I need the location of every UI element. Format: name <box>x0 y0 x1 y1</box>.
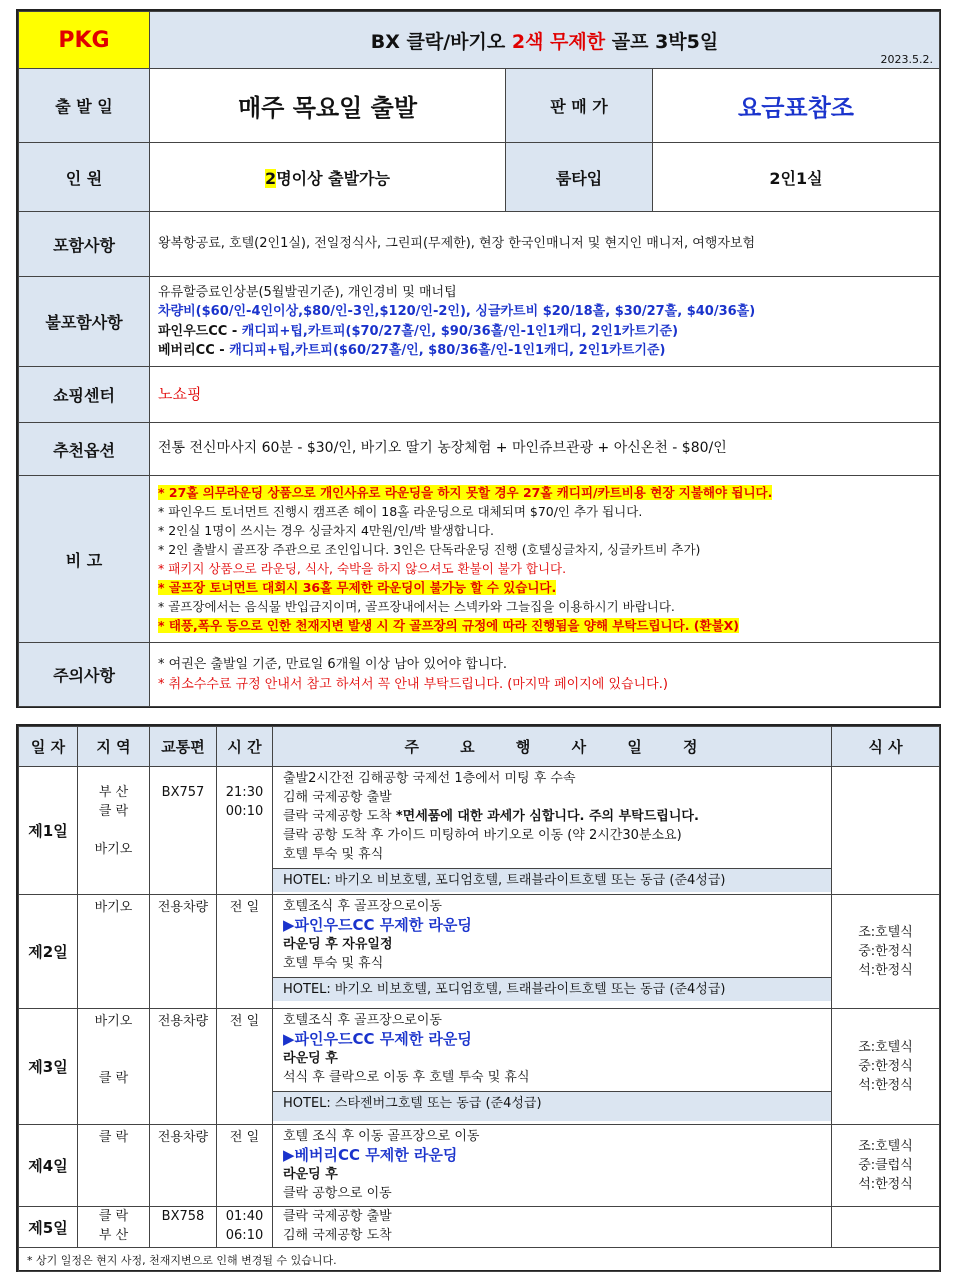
time-cell: 전 일 <box>217 1125 273 1207</box>
transport-cell: 전용차량 <box>150 895 217 1009</box>
options-value: 전통 전신마사지 60분 - $30/인, 바기오 딸기 농장체험 + 마인쥬브관광 + 아신온천 - $80/인 <box>150 423 940 476</box>
pkg-badge: PKG <box>19 12 150 69</box>
day-row <box>19 1125 940 1207</box>
pax-value: 2명이상 출발가능 <box>150 143 506 212</box>
footnote: * 상기 일정은 현지 사정, 천재지변으로 인해 변경될 수 있습니다. <box>19 1248 940 1272</box>
schedule-cell: 클락 국제공항 출발 김해 국제공항 도착 <box>273 1207 832 1248</box>
day-row <box>19 1009 940 1125</box>
caution-text: * 여권은 출발일 기준, 만료일 6개월 이상 남아 있어야 합니다. * 취소수수료 규정 안내서 참고 하셔서 꼭 안내 부탁드립니다. (마지막 페이지에 있습니다.) <box>150 643 940 707</box>
time-cell: 21:30 00:10 <box>217 767 273 895</box>
hotel-info: HOTEL: 바기오 비보호텔, 포디엄호텔, 트래블라이트호텔 또는 동급 (준4성급) <box>273 977 831 1001</box>
region-cell: 바기오 클 락 <box>78 1009 150 1125</box>
day-row <box>19 895 940 1009</box>
time-cell: 전 일 <box>217 1009 273 1125</box>
meal-cell: 조:호텔식 중:한정식 석:한정식 <box>832 895 940 1009</box>
schedule-cell: 호텔조식 후 골프장으로이동 ▶파인우드CC 무제한 라운딩 라운딩 후 자유일정 호텔 투숙 및 휴식 HOTEL: 바기오 비보호텔, 포디엄호텔, 트래블라이트호텔 또는 동급 (준4성급) <box>273 895 832 1009</box>
price-value: 요금표참조 <box>653 69 940 143</box>
shopping-value: 노쇼핑 <box>150 367 940 423</box>
region-cell: 바기오 <box>78 895 150 1009</box>
included-label: 포함사항 <box>19 212 150 277</box>
itinerary-table <box>16 724 941 1272</box>
header-transport: 교통편 <box>150 727 217 767</box>
transport-cell: BX758 <box>150 1207 217 1248</box>
time-cell: 01:40 06:10 <box>217 1207 273 1248</box>
header-schedule: 주 요 행 사 일 정 <box>273 727 832 767</box>
page-title: BX 클락/바기오 2색 무제한 골프 3박5일 2023.5.2. <box>150 12 940 69</box>
day-row <box>19 1207 940 1248</box>
hotel-info: HOTEL: 바기오 비보호텔, 포디엄호텔, 트래블라이트호텔 또는 동급 (준4성급) <box>273 868 831 892</box>
excluded-label: 불포함사항 <box>19 277 150 367</box>
included-text: 왕복항공료, 호텔(2인1실), 전일정식사, 그린피(무제한), 현장 한국인매니저 및 현지인 매니저, 여행자보험 <box>150 212 940 277</box>
meal-cell <box>832 1207 940 1248</box>
package-summary-sheet <box>16 9 941 708</box>
options-label: 추천옵션 <box>19 423 150 476</box>
day-label: 제1일 <box>19 767 78 895</box>
depart-value: 매주 목요일 출발 <box>150 69 506 143</box>
schedule-cell: 출발2시간전 김해공항 국제선 1층에서 미팅 후 수속 김해 국제공항 출발 클락 국제공항 도착 *면세품에 대한 과세가 심합니다. 주의 부탁드립니다. 클락 공항 도착 후 가이드 미팅하여 바기오로 이동 (약 2시간30분소요) 호텔 투숙 및 휴식 HOTEL: 바기오 비보호텔, 포디엄호텔, 트래블라이트호텔 또는 동급 (준4성급) <box>273 767 832 895</box>
header-time: 시 간 <box>217 727 273 767</box>
header-date: 일 자 <box>19 727 78 767</box>
day-label: 제2일 <box>19 895 78 1009</box>
day-label: 제5일 <box>19 1207 78 1248</box>
day-label: 제4일 <box>19 1125 78 1207</box>
meal-cell <box>832 767 940 895</box>
meal-cell: 조:호텔식 중:한정식 석:한정식 <box>832 1009 940 1125</box>
meal-cell: 조:호텔식 중:클럽식 석:한정식 <box>832 1125 940 1207</box>
header-meals: 식 사 <box>832 727 940 767</box>
caution-label: 주의사항 <box>19 643 150 707</box>
remarks-text: * 27홀 의무라운딩 상품으로 개인사유로 라운딩을 하지 못할 경우 27홀 캐디피/카트비용 현장 지불해야 됩니다. * 파인우드 토너먼트 진행시 캠프존 헤이 18홀 라운딩으로 대체되며 $70/인 추가 됩니다. * 2인실 1명이 쓰시는 경우 싱글차지 4만원/인/박 발생합니다. * 2인 출발시 골프장 주관으로 조인입니다. 3인은 단독라운딩 진행 (호텔싱글차지, 싱글카트비 추가) * 패키지 상품으로 라운딩, 식사, 숙박을 하지 않으셔도 환불이 불가 합니다. * 골프장 토너먼트 대회시 36홀 무제한 라운딩이 불가능 할 수 있습니다. * 골프장에서는 음식물 반입금지이며, 골프장내에서는 스넥카와 그늘집을 이용하시기 바랍니다. * 태풍,폭우 등으로 인한 천재지변 발생 시 각 골프장의 규정에 따라 진행됨을 양해 부탁드립니다. (환불X) <box>150 476 940 643</box>
transport-cell: BX757 <box>150 767 217 895</box>
shopping-label: 쇼핑센터 <box>19 367 150 423</box>
transport-cell: 전용차량 <box>150 1009 217 1125</box>
region-cell: 클 락 부 산 <box>78 1207 150 1248</box>
remarks-label: 비 고 <box>19 476 150 643</box>
document-date: 2023.5.2. <box>880 53 934 66</box>
region-cell: 부 산 클 락 바기오 <box>78 767 150 895</box>
time-cell: 전 일 <box>217 895 273 1009</box>
depart-label: 출 발 일 <box>19 69 150 143</box>
pax-label: 인 원 <box>19 143 150 212</box>
region-cell: 클 락 <box>78 1125 150 1207</box>
day-label: 제3일 <box>19 1009 78 1125</box>
transport-cell: 전용차량 <box>150 1125 217 1207</box>
schedule-cell: 호텔 조식 후 이동 골프장으로 이동 ▶베버리CC 무제한 라운딩 라운딩 후 클락 공항으로 이동 <box>273 1125 832 1207</box>
excluded-text: 유류할증료인상분(5월발권기준), 개인경비 및 매너팁 차량비($60/인-4인이상,$80/인-3인,$120/인-2인), 싱글카트비 $20/18홀, $30/27홀, $40/36홀) 파인우드CC - 캐디피+팁,카트피($70/27홀/인, $90/36홀/인-1인1캐디, 2인1카트기준) 베버리CC - 캐디피+팁,카트피($60/27홀/인, $80/36홀/인-1인1캐디, 2인1카트기준) <box>150 277 940 367</box>
room-value: 2인1실 <box>653 143 940 212</box>
hotel-info: HOTEL: 스타젠버그호텔 또는 동급 (준4성급) <box>273 1091 831 1121</box>
schedule-cell: 호텔조식 후 골프장으로이동 ▶파인우드CC 무제한 라운딩 라운딩 후 석식 후 클락으로 이동 후 호텔 투숙 및 휴식 HOTEL: 스타젠버그호텔 또는 동급 (준4성급) <box>273 1009 832 1125</box>
price-label: 판 매 가 <box>506 69 653 143</box>
day-row <box>19 767 940 895</box>
header-region: 지 역 <box>78 727 150 767</box>
room-label: 룸타입 <box>506 143 653 212</box>
